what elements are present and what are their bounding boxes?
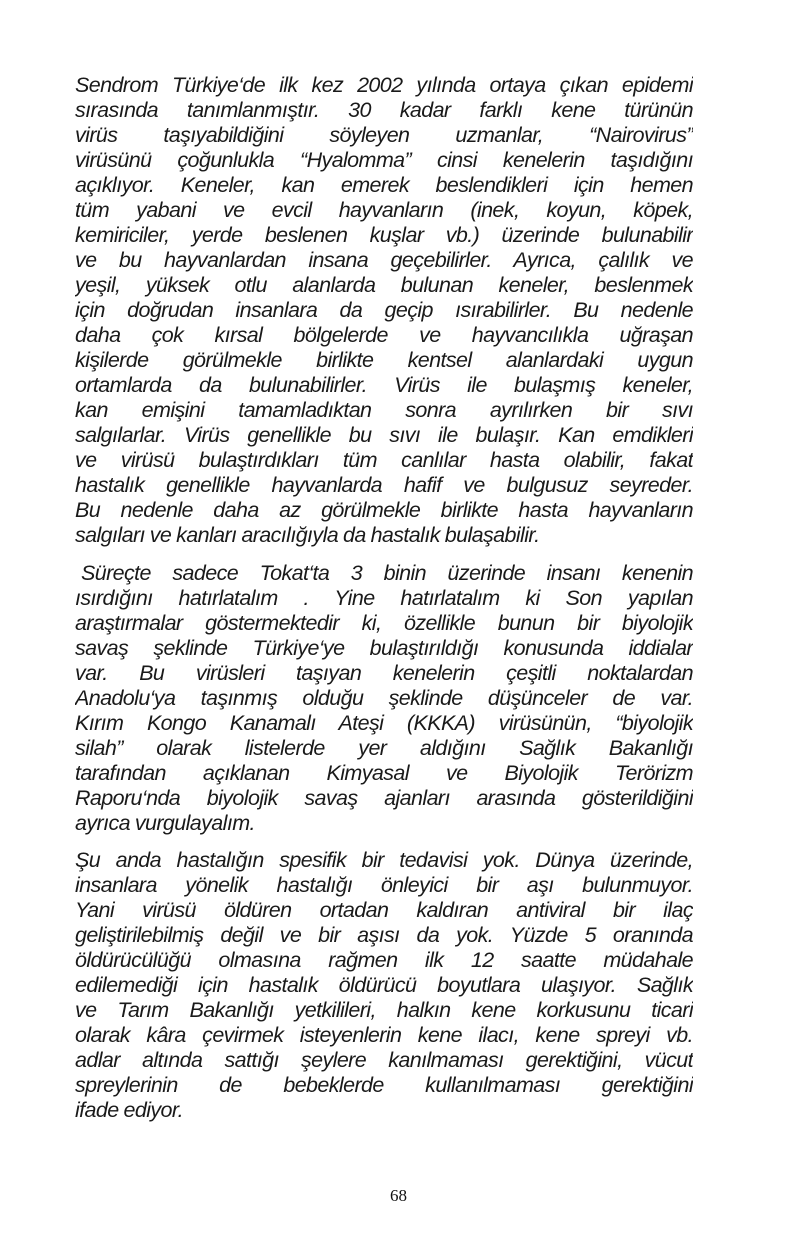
text-line: tüm yabani ve evcil hayvanların (inek, koyun, köpek, <box>75 198 693 222</box>
text-line: ayrıca vurgulayalım. <box>75 811 255 835</box>
text-line: daha çok kırsal bölgelerde ve hayvancılıkla uğraşan <box>75 323 693 347</box>
text-line: tarafından açıklanan Kimyasal ve Biyolojik Terörizm <box>75 761 693 785</box>
text-line: ve virüsü bulaştırdıkları tüm canlılar hasta olabilir, fakat <box>75 448 693 472</box>
text-line: kemiriciler, yerde beslenen kuşlar vb.) üzerinde bulunabilir <box>75 223 693 247</box>
text-line: geliştirilebilmiş değil ve bir aşısı da yok. Yüzde 5 oranında <box>75 923 693 947</box>
text-line: Anadolu‘ya taşınmış olduğu şeklinde düşünceler de var. <box>75 686 693 710</box>
text-line: salgılarlar. Virüs genellikle bu sıvı ile bulaşır. Kan emdikleri <box>75 423 693 447</box>
text-line: edilemediği için hastalık öldürücü boyutlara ulaşıyor. Sağlık <box>75 973 693 997</box>
text-line: var. Bu virüsleri taşıyan kenelerin çeşitli noktalardan <box>75 661 693 685</box>
text-line: insanlara yönelik hastalığı önleyici bir aşı bulunmuyor. <box>75 873 693 897</box>
text-line: için doğrudan insanlara da geçip ısırabilirler. Bu nedenle <box>75 298 693 322</box>
text-line: spreylerinin de bebeklerde kullanılmaması gerektiğini <box>75 1073 693 1097</box>
paragraph-3 <box>75 848 693 1123</box>
text-line: olarak kâra çevirmek isteyenlerin kene ilacı, kene spreyi vb. <box>75 1023 693 1047</box>
text-line: Raporu‘nda biyolojik savaş ajanları arasında gösterildiğini <box>75 786 693 810</box>
text-line: hastalık genellikle hayvanlarda hafif ve bulgusuz seyreder. <box>75 473 693 497</box>
text-line: kan emişini tamamladıktan sonra ayrılırken bir sıvı <box>75 398 693 422</box>
text-line: açıklıyor. Keneler, kan emerek beslendikleri için hemen <box>75 173 693 197</box>
text-line: yeşil, yüksek otlu alanlarda bulunan keneler, beslenmek <box>75 273 693 297</box>
text-line: silah” olarak listelerde yer aldığını Sağlık Bakanlığı <box>75 736 693 760</box>
text-line: salgıları ve kanları aracılığıyla da hastalık bulaşabilir. <box>75 523 540 547</box>
text-line: öldürücülüğü olmasına rağmen ilk 12 saatte müdahale <box>75 948 693 972</box>
text-line: savaş şeklinde Türkiye‘ye bulaştırıldığı konusunda iddialar <box>75 636 693 660</box>
page-number: 68 <box>390 1186 407 1205</box>
text-line: adlar altında sattığı şeylere kanılmaması gerektiğini, vücut <box>75 1048 693 1072</box>
text-line: Sendrom Türkiye‘de ilk kez 2002 yılında ortaya çıkan epidemi <box>75 73 693 97</box>
text-line: ve bu hayvanlardan insana geçebilirler. Ayrıca, çalılık ve <box>75 248 693 272</box>
text-line: Kırım Kongo Kanamalı Ateşi (KKKA) virüsünün, “biyolojik <box>75 711 693 735</box>
text-line: ve Tarım Bakanlığı yetkilileri, halkın kene korkusunu ticari <box>75 998 693 1022</box>
text-line: ortamlarda da bulunabilirler. Virüs ile bulaşmış keneler, <box>75 373 693 397</box>
text-line: kişilerde görülmekle birlikte kentsel alanlardaki uygun <box>75 348 693 372</box>
paragraph-1 <box>75 73 693 548</box>
text-line: Şu anda hastalığın spesifik bir tedavisi yok. Dünya üzerinde, <box>75 848 693 872</box>
text-line: araştırmalar göstermektedir ki, özellikle bunun bir biyolojik <box>75 611 693 635</box>
text-line: Bu nedenle daha az görülmekle birlikte hasta hayvanların <box>75 498 693 522</box>
paragraph-2 <box>75 561 693 836</box>
text-line: ısırdığını hatırlatalım . Yine hatırlatalım ki Son yapılan <box>75 586 693 610</box>
text-line: Yani virüsü öldüren ortadan kaldıran antiviral bir ilaç <box>75 898 693 922</box>
text-line: virüsünü çoğunlukla “Hyalomma” cinsi kenelerin taşıdığını <box>75 148 693 172</box>
text-line: sırasında tanımlanmıştır. 30 kadar farklı kene türünün <box>75 98 693 122</box>
text-line: Süreçte sadece Tokat‘ta 3 binin üzerinde insanı kenenin <box>81 561 693 585</box>
text-line: ifade ediyor. <box>75 1098 184 1122</box>
text-line: virüs taşıyabildiğini söyleyen uzmanlar, “Nairovirus” <box>75 123 693 147</box>
